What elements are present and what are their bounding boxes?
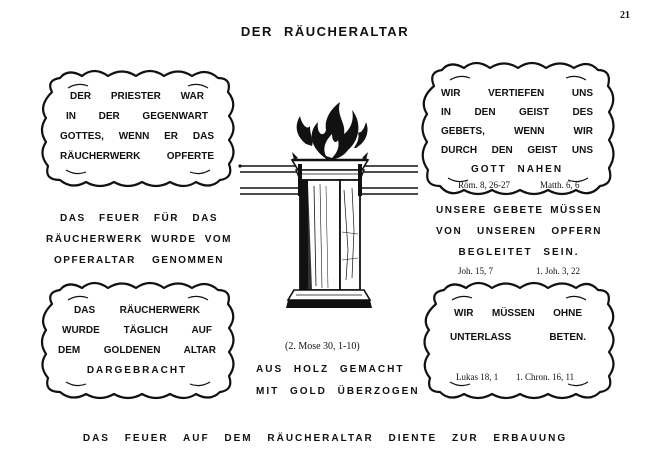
scripture-reference: Röm. 8, 26-27 <box>458 180 511 190</box>
text-line: VON UNSEREN OPFERN <box>436 226 602 237</box>
cloud-line: WIR VERTIEFEN UNS <box>441 88 593 99</box>
text-line: BEGLEITET SEIN. <box>458 247 580 258</box>
page-number: 21 <box>620 10 630 21</box>
cloud-line: IN DEN GEIST DES <box>441 107 593 118</box>
cloud-line: RÄUCHERWERK OPFERTE <box>60 151 214 162</box>
altar-caption-line: MIT GOLD ÜBERZOGEN <box>256 386 420 397</box>
text-line: RÄUCHERWERK WURDE VOM <box>46 234 232 245</box>
text-block-prayers <box>436 200 602 263</box>
cloud-line: IN DER GEGENWART <box>66 111 208 122</box>
scripture-reference: Matth. 6, 6 <box>540 180 580 190</box>
scripture-reference: 1. Chron. 16, 11 <box>516 372 575 382</box>
page-title: DER RÄUCHERALTAR <box>240 24 410 39</box>
altar-caption-line: AUS HOLZ GEMACHT <box>256 364 405 375</box>
scripture-reference: 1. Joh. 3, 22 <box>536 266 581 276</box>
cloud-line: DEM GOLDENEN ALTAR <box>58 345 216 356</box>
cloud-line: GEBETS, WENN WIR <box>441 126 593 137</box>
cloud-text-bottom-left <box>58 301 216 381</box>
text-line: OPFERALTAR GENOMMEN <box>54 255 224 266</box>
scripture-reference-altar: (2. Mose 30, 1-10) <box>285 341 360 352</box>
cloud-line: DURCH DEN GEIST UNS <box>441 145 593 156</box>
text-block-fire-origin <box>46 208 232 271</box>
cloud-text-bottom-right <box>450 302 586 350</box>
cloud-line: WURDE TÄGLICH AUF <box>62 325 212 336</box>
cloud-line: GOTT NAHEN <box>470 164 564 175</box>
cloud-text-top-left <box>60 87 214 167</box>
scripture-reference: Joh. 15, 7 <box>458 266 494 276</box>
cloud-line: DER PRIESTER WAR <box>70 91 204 102</box>
cloud-line: DARGEBRACHT <box>86 365 188 376</box>
page-footer-text: DAS FEUER AUF DEM RÄUCHERALTAR DIENTE ZUR ERBAUUNG <box>82 433 568 444</box>
cloud-line: GOTTES, WENN ER DAS <box>60 131 214 142</box>
cloud-line: DAS RÄUCHERWERK <box>74 305 200 316</box>
text-line: UNSERE GEBETE MÜSSEN <box>436 205 602 216</box>
cloud-line: WIR MÜSSEN OHNE <box>454 308 582 319</box>
cloud-text-top-right <box>441 84 593 179</box>
text-line: DAS FEUER FÜR DAS <box>60 213 218 224</box>
scripture-reference: Lukas 18, 1 <box>456 372 499 382</box>
cloud-line: UNTERLASS BETEN. <box>450 332 586 343</box>
incense-altar-illustration <box>236 100 422 336</box>
